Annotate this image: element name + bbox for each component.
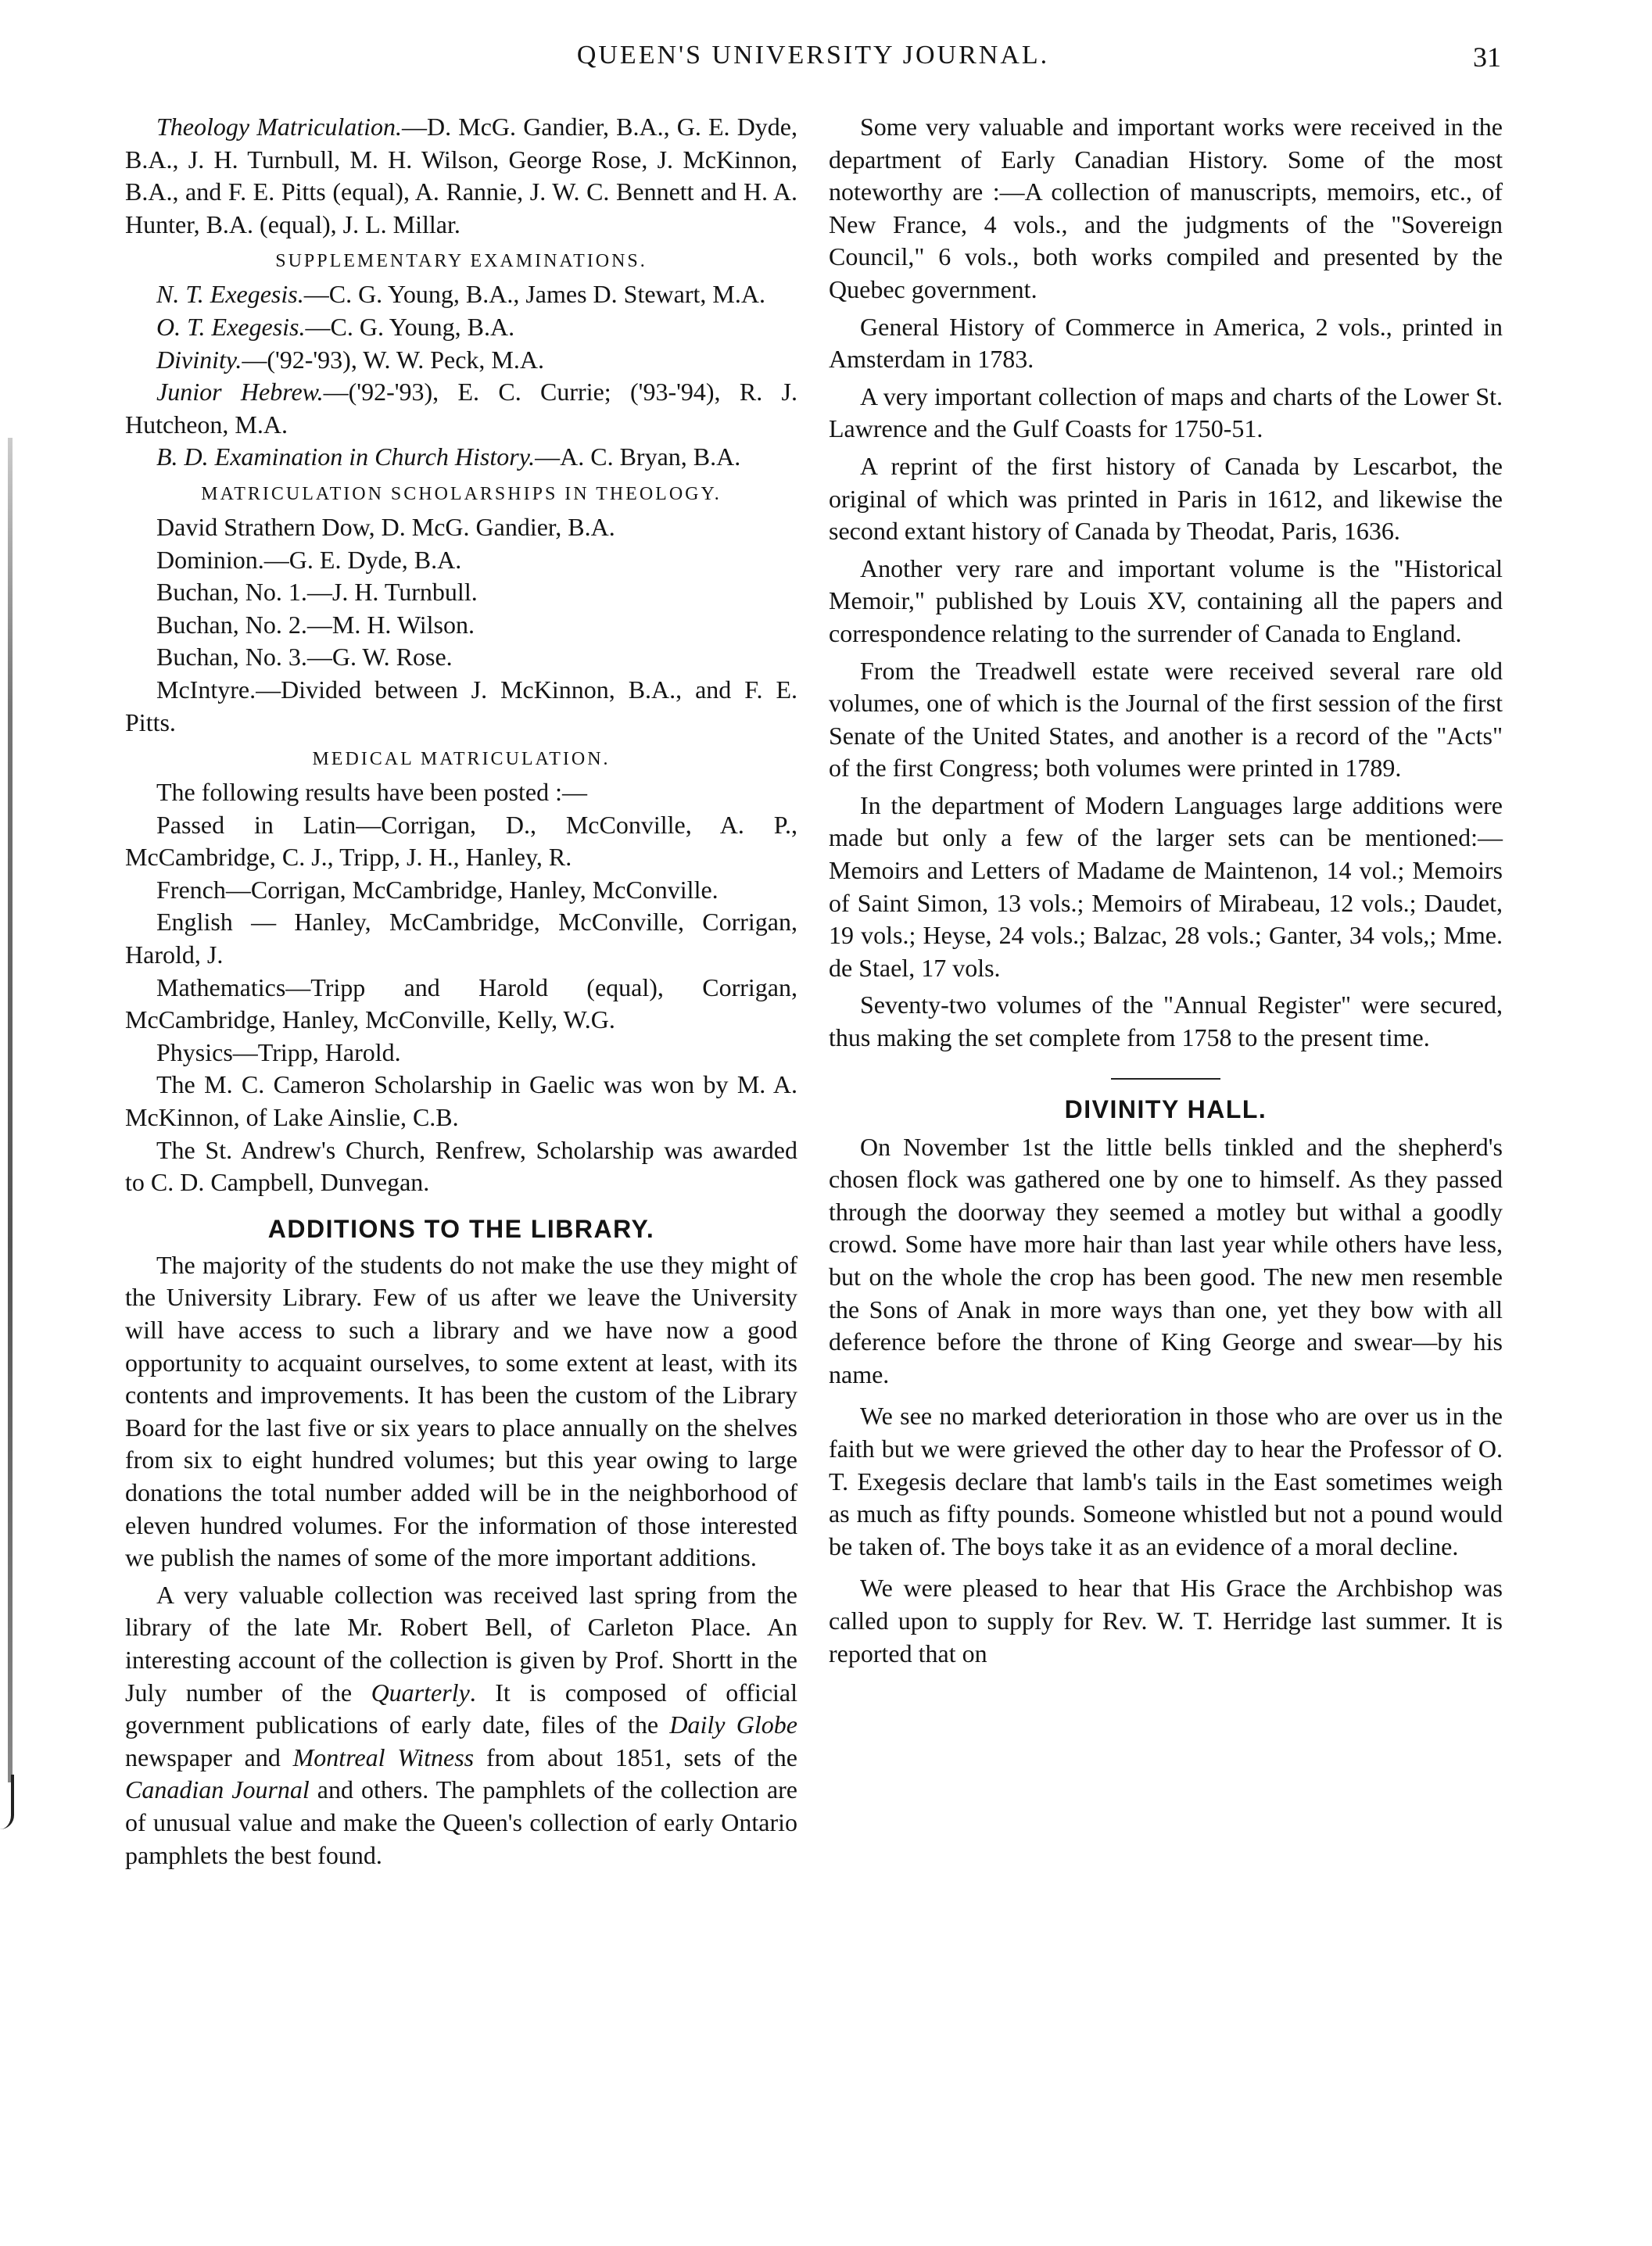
divinity-heading: DIVINITY HALL. <box>1064 1094 1267 1123</box>
scholarships-heading: MATRICULATION SCHOLARSHIPS IN THEOLOGY. <box>201 483 722 504</box>
library-paragraph: In the department of Modern Languages large additions were made but only a few of the larger sets can be mentioned:—Memoirs and Letters of Madame de Maintenon, 14 vol.; Memoirs of Saint Simon, 13 vols.; Memoirs of Mirabeau, 12 vols.; Daudet, 19 vols.; Heyse, 24 vols.; Balzac, 28 vols.; Ganter, 34 vols,; Mme. de Stael, 17 vols. <box>829 790 1503 982</box>
medical-line: French—Corrigan, McCambridge, Hanley, McConville. <box>156 875 718 904</box>
supplementary-heading: SUPPLEMENTARY EXAMINATIONS. <box>275 251 647 272</box>
library-paragraph: A very important collection of maps and charts of the Lower St. Lawrence and the Gulf Coasts for 1750-51. <box>829 381 1503 443</box>
text-run: . It is composed of official government publications of early date, files of the <box>125 1678 798 1739</box>
junior-hebrew <box>125 376 797 441</box>
library-paragraph: Another very rare and important volume is the "Historical Memoir," published by Louis XV, containing all the papers and correspondence relating to the surrender of Canada to England. <box>829 553 1503 647</box>
medical-line: Physics—Tripp, Harold. <box>156 1037 401 1066</box>
library-paragraph: From the Treadwell estate were received several rare old volumes, one of which is the Journal of the first session of the first Senate of the United States, and another is a record of the "Acts" of the first Congress; both volumes were printed in 1789. <box>829 656 1503 783</box>
section-divider <box>1111 1078 1220 1080</box>
text-run: and others. The pamphlets of the collection are of unusual value and make the Queen's collection of early Ontario pamphlets the best found. <box>125 1775 798 1869</box>
entry-text: —('92-'93), W. W. Peck, M.A. <box>242 345 544 374</box>
entry-label: Theology Matriculation. <box>156 113 403 141</box>
scholarship-line: David Strathern Dow, D. McG. Gandier, B.A. <box>156 512 615 541</box>
medical-line: English — Hanley, McCambridge, McConville, Corrigan, Harold, J. <box>125 908 797 969</box>
divinity-paragraph: On November 1st the little bells tinkled and the shepherd's chosen flock was gathered one by one to himself. As they passed through the doorway they seemed a motley but withal a goodly crowd. Some have more hair than last year while others have less, but on the whole the crop has been good. The new men resemble the Sons of Anak in more ways than one, yet they bow with all deference before the throne of King George and swear—by his name. <box>829 1132 1503 1388</box>
binding-edge <box>8 438 13 1782</box>
running-title: QUEEN'S UNIVERSITY JOURNAL. <box>576 41 1050 70</box>
entry-text: —('92-'93), E. C. Currie; ('93-'94), R. J. Hutcheon, M.A. <box>125 378 798 439</box>
medical-line: The following results have been posted :— <box>156 778 587 807</box>
text-run: from about 1851, sets of the <box>474 1743 798 1771</box>
bd-examination <box>125 441 797 474</box>
medical-line: The M. C. Cameron Scholarship in Gaelic was won by M. A. McKinnon, of Lake Ainslie, C.B. <box>125 1070 797 1132</box>
medical-line: Mathematics—Tripp and Harold (equal), Corrigan, McCambridge, Hanley, McConville, Kelly, W.G. <box>125 973 797 1034</box>
scholarship-line: Buchan, No. 2.—M. H. Wilson. <box>156 610 475 639</box>
text-run: newspaper and <box>125 1743 293 1771</box>
entry-label: N. T. Exegesis. <box>156 280 304 309</box>
entry-label: B. D. Examination in Church History. <box>156 442 536 471</box>
page-number: 31 <box>1473 41 1501 73</box>
scholarship-line: Buchan, No. 1.—J. H. Turnbull. <box>156 578 478 607</box>
page-header <box>125 41 1501 80</box>
entry-text: —C. G. Young, B.A. <box>305 312 515 341</box>
library-paragraph: A reprint of the first history of Canada by Lescarbot, the original of which was printed in Paris in 1612, and likewise the second extant history of Canada by Theodat, Paris, 1636. <box>829 451 1503 546</box>
medical-line: Passed in Latin—Corrigan, D., McConville, A. P., McCambridge, C. J., Tripp, J. H., Hanley, R. <box>125 810 797 872</box>
right-column <box>829 111 1503 1670</box>
left-column <box>125 111 797 1872</box>
entry-text: —C. G. Young, B.A., James D. Stewart, M.A. <box>303 280 765 309</box>
scholarship-line: Buchan, No. 3.—G. W. Rose. <box>156 643 453 672</box>
library-paragraph <box>125 1579 797 1872</box>
divinity-entry <box>125 344 797 377</box>
text-run: A very valuable collection was received last spring from the library of the late Mr. Robert Bell, of Carleton Place. An interesting account of the collection is given by Prof. Shortt in the July number of the <box>125 1580 797 1707</box>
scholarship-line: Dominion.—G. E. Dyde, B.A. <box>156 545 462 574</box>
theology-matriculation <box>125 111 797 241</box>
library-paragraph: Seventy-two volumes of the "Annual Register" were secured, thus making the set complete from 1758 to the present time. <box>829 990 1503 1052</box>
library-paragraph: The majority of the students do not make the use they might of the University Library. Few of us after we leave the University will have access to such a library and we have now a good opportunity to acquaint ourselves, to some extent at least, with its contents and improvements. It has been the custom of the Library Board for the last five or six years to place annually on the shelves from six to eight hundred volumes; but this year owing to large donations the total number added will be in the neighborhood of eleven hundred volumes. For the information of those interested we publish the names of some of the more important additions. <box>125 1250 797 1572</box>
entry-label: O. T. Exegesis. <box>156 312 306 341</box>
medical-line: The St. Andrew's Church, Renfrew, Scholarship was awarded to C. D. Campbell, Dunvegan. <box>125 1135 797 1197</box>
entry-text: —A. C. Bryan, B.A. <box>535 442 741 471</box>
nt-exegesis <box>125 278 797 311</box>
divinity-paragraph: We were pleased to hear that His Grace the Archbishop was called upon to supply for Rev. W. T. Herridge last summer. It is reported that on <box>829 1574 1503 1667</box>
scholarship-line: McIntyre.—Divided between J. McKinnon, B.A., and F. E. Pitts. <box>125 675 797 736</box>
entry-text: —D. McG. Gandier, B.A., G. E. Dyde, B.A., J. H. Turnbull, M. H. Wilson, George Rose, J. McKinnon, B.A., and F. E. Pitts (equal), A. Rannie, J. W. C. Bennett and H. A. Hunter, B.A. (equal), J. L. Millar. <box>125 113 798 238</box>
entry-label: Junior Hebrew. <box>156 378 324 407</box>
binding-curl <box>0 1775 14 1829</box>
text-run: Daily Globe <box>669 1710 798 1739</box>
ot-exegesis <box>125 311 797 344</box>
medical-heading: MEDICAL MATRICULATION. <box>312 749 611 770</box>
text-run: Montreal Witness <box>292 1743 475 1771</box>
library-paragraph: General History of Commerce in America, 2 vols., printed in Amsterdam in 1783. <box>829 312 1503 374</box>
library-paragraph: Some very valuable and important works were received in the department of Early Canadian History. Some of the most noteworthy are :—A collection of manuscripts, memoirs, etc., of New France, 4 vols., and the judgments of the "Sovereign Council," 6 vols., both works compiled and presented by the Quebec government. <box>829 113 1503 303</box>
text-run: Quarterly <box>371 1678 470 1707</box>
library-heading: ADDITIONS TO THE LIBRARY. <box>267 1214 655 1243</box>
divinity-paragraph: We see no marked deterioration in those who are over us in the faith but we were grieved the other day to hear the Professor of O. T. Exegesis declare that lamb's tails in the East sometimes weigh as much as fifty pounds. Someone whistled but not a pound would be taken of. The boys take it as an evidence of a moral decline. <box>829 1402 1503 1560</box>
entry-label: Divinity. <box>156 345 242 374</box>
text-run: Canadian Journal <box>125 1775 310 1804</box>
